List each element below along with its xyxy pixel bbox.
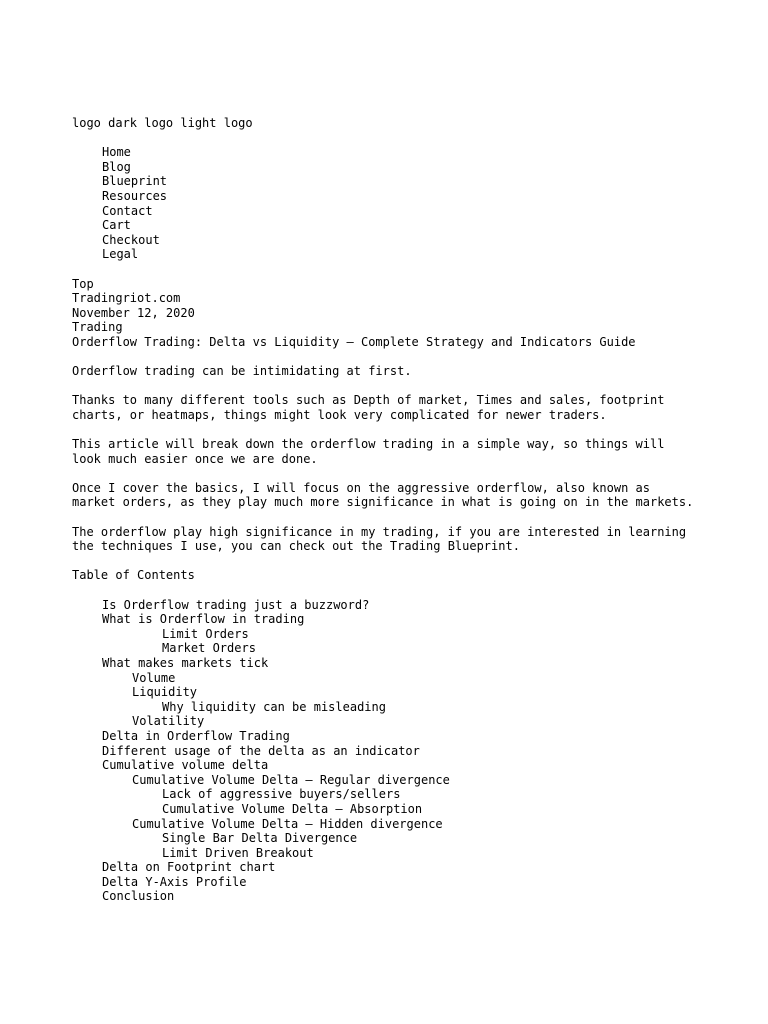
- toc-heading: Table of Contents: [72, 568, 195, 583]
- spacer: [72, 131, 712, 146]
- toc-item[interactable]: Single Bar Delta Divergence: [162, 831, 358, 846]
- toc-item[interactable]: Different usage of the delta as an indicator: [102, 743, 420, 758]
- paragraph-text: .: [512, 539, 520, 554]
- toc-item[interactable]: Delta on Footprint chart: [102, 860, 276, 875]
- main-nav: [72, 145, 712, 262]
- toc-item[interactable]: Cumulative Volume Delta – Hidden divergence: [132, 816, 443, 831]
- article-paragraph: Once I cover the basics, I will focus on the aggressive orderflow, also known as market orders, as they play much more significance in what is going on in the markets.: [72, 480, 694, 510]
- nav-item-resources[interactable]: Resources: [102, 188, 168, 203]
- toc-item[interactable]: What makes markets tick: [102, 655, 269, 670]
- table-of-contents: [72, 598, 712, 904]
- site-logo[interactable]: logo dark logo light logo: [72, 116, 253, 130]
- article-paragraph: Orderflow trading can be intimidating at first.: [72, 364, 412, 379]
- post-title: Orderflow Trading: Delta vs Liquidity – Complete Strategy and Indicators Guide: [72, 334, 636, 349]
- toc-item[interactable]: Cumulative Volume Delta – Absorption: [162, 801, 423, 816]
- page-content: [72, 116, 712, 904]
- toc-item[interactable]: Liquidity: [132, 685, 198, 700]
- toc-item[interactable]: Cumulative volume delta: [102, 758, 269, 773]
- spacer: [72, 262, 712, 277]
- nav-item-checkout[interactable]: Checkout: [102, 232, 160, 247]
- toc-item[interactable]: Limit Orders: [162, 626, 249, 641]
- nav-item-legal[interactable]: Legal: [102, 247, 139, 262]
- toc-item[interactable]: Cumulative Volume Delta – Regular divergence: [132, 772, 450, 787]
- paragraph-text: The orderflow play high significance in my trading, if you are interested in learning the techniques I use, you can check out the: [72, 524, 687, 554]
- post-category-link[interactable]: Trading: [72, 320, 123, 335]
- site-name-link[interactable]: Tradingriot.com: [72, 291, 181, 306]
- toc-item[interactable]: Is Orderflow trading just a buzzword?: [102, 597, 370, 612]
- top-link[interactable]: Top: [72, 276, 94, 291]
- post-date: November 12, 2020: [72, 305, 195, 320]
- toc-item[interactable]: Why liquidity can be misleading: [162, 699, 386, 714]
- spacer: [72, 583, 712, 598]
- toc-item[interactable]: Lack of aggressive buyers/sellers: [162, 787, 401, 802]
- toc-item[interactable]: Market Orders: [162, 641, 256, 656]
- nav-item-home[interactable]: Home: [102, 145, 131, 160]
- toc-item[interactable]: Delta in Orderflow Trading: [102, 728, 290, 743]
- nav-item-blog[interactable]: Blog: [102, 159, 131, 174]
- trading-blueprint-link[interactable]: Trading Blueprint: [389, 539, 513, 554]
- nav-item-blueprint[interactable]: Blueprint: [102, 174, 168, 189]
- article-paragraph: Thanks to many different tools such as Depth of market, Times and sales, footprint charts, or heatmaps, things might look very complicated for newer traders.: [72, 393, 665, 422]
- toc-item[interactable]: Delta Y-Axis Profile: [102, 874, 247, 889]
- article-paragraph: This article will break down the orderflow trading in a simple way, so things will look much easier once we are done.: [72, 437, 665, 466]
- toc-item[interactable]: Volume: [132, 670, 176, 685]
- toc-item[interactable]: What is Orderflow in trading: [102, 612, 305, 627]
- article-paragraph-blueprint: [72, 525, 697, 554]
- nav-item-cart[interactable]: Cart: [102, 218, 131, 233]
- toc-item[interactable]: Volatility: [132, 714, 205, 729]
- nav-item-contact[interactable]: Contact: [102, 203, 153, 218]
- toc-item[interactable]: Limit Driven Breakout: [162, 845, 314, 860]
- toc-item[interactable]: Conclusion: [102, 889, 175, 904]
